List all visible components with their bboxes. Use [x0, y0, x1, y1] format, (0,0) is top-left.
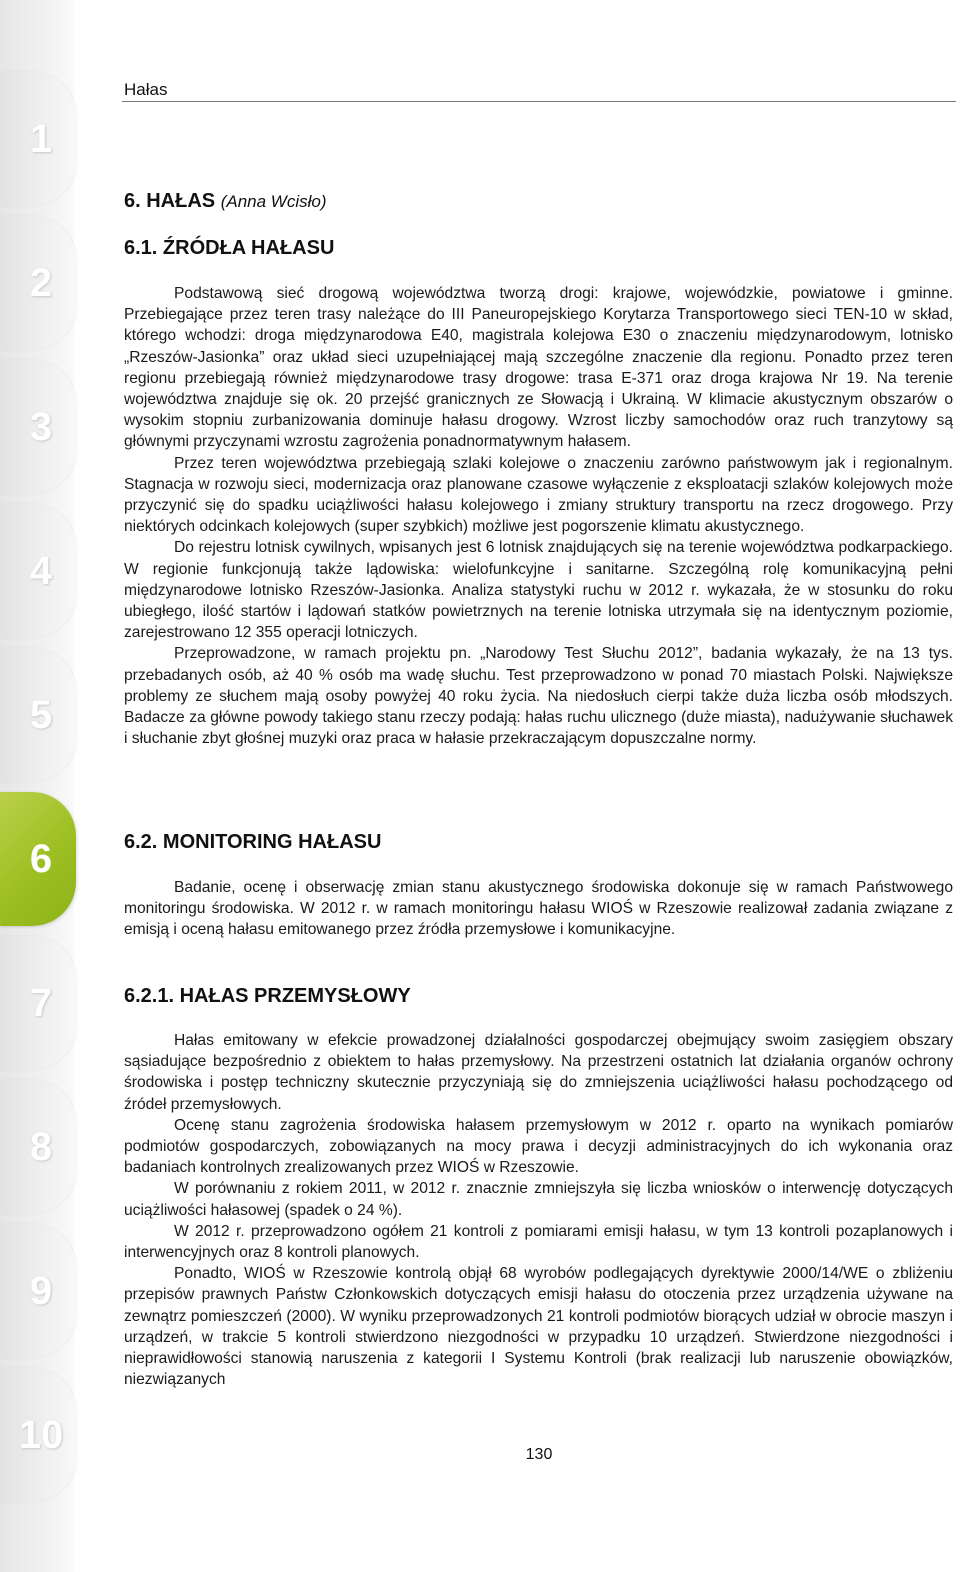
chapter-tab-label: 7 [29, 980, 53, 1025]
paragraph: Przez teren województwa przebiegają szlaki kolejowe o znaczeniu zarówno państwowym jak i regionalnym. Stagnacja w rozwoju sieci, modernizacja oraz planowane czasowe wyłączenie z eksploatacji szlaków kolejowych może przyczynić się do spadku uciążliwości hałasu kolejowego i zmiany struktury transportu na rzecz drogowego. Przy niektórych odcinkach kolejowych (super szybkich) możliwe jest pogorszenie klimatu akustycznego. [124, 454, 953, 536]
section-heading-6-2-1: 6.2.1. HAŁAS PRZEMYSŁOWY [124, 985, 411, 1007]
chapter-tab-5[interactable] [0, 648, 76, 782]
chapter-tab-3[interactable] [0, 360, 76, 494]
paragraph: W 2012 r. przeprowadzono ogółem 21 kontroli z pomiarami emisji hałasu, w tym 13 kontroli pozaplanowych i interwencyjnych oraz 8 kontroli planowych. [124, 1222, 953, 1262]
paragraph: Ocenę stanu zagrożenia środowiska hałasem przemysłowym w 2012 r. oparto na wynikach pomiarów podmiotów gospodarczych, zobowiązanych na mocy prawa i decyzji administracyjnych do ich wykonania oraz badaniach kontrolnych zrealizowanych przez WIOŚ w Rzeszowie. [124, 1116, 953, 1177]
page-number: 130 [525, 1446, 553, 1463]
section-body-6-1 [124, 283, 953, 749]
paragraph: Przeprowadzone, w ramach projektu pn. „Narodowy Test Słuchu 2012”, badania wykazały, że na 13 tys. przebadanych osób, aż 40 % osób ma wadę słuchu. Test przeprowadzono w ponad 70 miastach Polski. Największe problemy ze słuchem mają osoby powyżej 40 roku życia. Na niedosłuch cierpi także duża liczba osób młodszych. Badacze za główne powody takiego stanu rzeczy podają: hałas ruchu ulicznego (duże miasta), nadużywanie słuchawek i słuchanie zbyt głośnej muzyki oraz praca w hałasie przekraczającym dopuszczalne normy. [124, 645, 953, 748]
chapter-heading [124, 190, 327, 213]
chapter-tab-6-active[interactable] [0, 792, 76, 926]
paragraph: Ponadto, WIOŚ w Rzeszowie kontrolą objął 68 wyrobów podlegających dyrektywie 2000/14/WE o zbliżeniu przepisów prawnych Państw Członkowskich dotyczących emisji hałasu do otoczenia przez urządzenia używane na zewnątrz pomieszczeń (2000). W wyniku przeprowadzonych 21 kontroli podmiotów biorących udział w obrocie maszyn i urządzeń, w trakcie 5 kontroli stwierdzono niezgodności w przypadku 10 urządzeń. Stwierdzone niezgodności i nieprawidłowości stanowią naruszenia z kategorii I Systemu Kontroli (brak realizacji lub naruszenie obowiązków, niezwiązanych [124, 1265, 953, 1389]
chapter-tab-1[interactable] [0, 72, 76, 206]
chapter-tab-label: 8 [29, 1124, 53, 1169]
paragraph: W porównaniu z rokiem 2011, w 2012 r. znacznie zmniejszyła się liczba wniosków o interwencję dotyczących uciążliwości hałasowej (spadek o 24 %). [124, 1180, 953, 1219]
chapter-tab-label: 10 [18, 1412, 64, 1457]
section-body-6-2-1 [124, 1030, 953, 1390]
chapter-tab-label: 2 [29, 260, 53, 305]
chapter-tab-4[interactable] [0, 504, 76, 638]
header-rule [122, 101, 956, 102]
chapter-tab-label: 6 [29, 836, 53, 881]
chapter-tab-label: 3 [29, 404, 53, 449]
chapter-tab-8[interactable] [0, 1080, 76, 1214]
chapter-tab-label: 9 [29, 1268, 53, 1313]
paragraph: Badanie, ocenę i obserwację zmian stanu akustycznego środowiska dokonuje się w ramach Państwowego monitoringu środowiska. W 2012 r. w ramach monitoringu hałasu WIOŚ w Rzeszowie realizował zadania związane z emisją i oceną hałasu emitowanego przez źródła przemysłowe i komunikacyjne. [124, 879, 953, 939]
running-header: Hałas [124, 80, 168, 99]
section-body-6-2 [124, 877, 953, 941]
section-heading-6-1: 6.1. ŹRÓDŁA HAŁASU [124, 237, 335, 259]
chapter-tab-label: 5 [29, 692, 53, 737]
chapter-tab-9[interactable] [0, 1224, 76, 1358]
chapter-sidebar [0, 0, 80, 1572]
chapter-author: (Anna Wcisło) [220, 192, 327, 211]
chapter-tab-10[interactable] [0, 1368, 76, 1502]
section-heading-6-2: 6.2. MONITORING HAŁASU [124, 831, 382, 853]
chapter-tab-label: 1 [29, 116, 53, 161]
paragraph: Do rejestru lotnisk cywilnych, wpisanych jest 6 lotnisk znajdujących się na terenie województwa podkarpackiego. W regionie funkcjonują także lądowiska: wielofunkcyjne i sanitarne. Szczególną rolę komunikacyjną pełni międzynarodowe lotnisko Rzeszów-Jasionka. Analiza statystyki ruchu w 2012 r. wykazała, że w stosunku do roku ubiegłego, ilość startów i lądowań statków powietrznych na terenie lotniska utrzymała się na identycznym poziomie, zarejestrowano 12 355 operacji lotniczych. [124, 539, 953, 642]
chapter-tab-7[interactable] [0, 936, 76, 1070]
paragraph: Podstawową sieć drogową województwa tworzą drogi: krajowe, wojewódzkie, powiatowe i gminne. Przebiegające przez teren trasy należące do III Paneuropejskiego Korytarza Transportowego sieci TEN-10 w skład, którego wchodzi: droga międzynarodowa E40, magistrala kolejowa E30 o znaczeniu międzynarodowym, lotnisko „Rzeszów-Jasionka” oraz układ sieci uzupełniającej mają szczególne znaczenie dla regionu. Ponadto przez teren regionu przebiegają również międzynarodowe trasy drogowe: trasa E-371 oraz droga krajowa Nr 19. Na terenie województwa znajduje się ok. 20 przejść granicznych ze Słowacją i Ukrainą. W klimacie akustycznym obszarów o wysokim stopniu zurbanizowania dominuje hałasu drogowy. Wzrost liczby samochodów oraz ruch tranzytowy są głównymi przyczynami wzrostu zagrożenia ponadnormatywnym hałasem. [124, 285, 953, 451]
chapter-title: 6. HAŁAS [124, 190, 216, 212]
chapter-tab-2[interactable] [0, 216, 76, 350]
paragraph: Hałas emitowany w efekcie prowadzonej działalności gospodarczej obejmujący swoim zasięgiem obszary sąsiadujące bezpośrednio z obiektem to hałas przemysłowy. Na przestrzeni ostatnich lat działania organów ochrony środowiska i postęp techniczny skutecznie przyczyniają się do zmniejszenia uciążliwości hałasu pochodzącego od źródeł przemysłowych. [124, 1032, 953, 1113]
chapter-tab-label: 4 [29, 548, 53, 593]
